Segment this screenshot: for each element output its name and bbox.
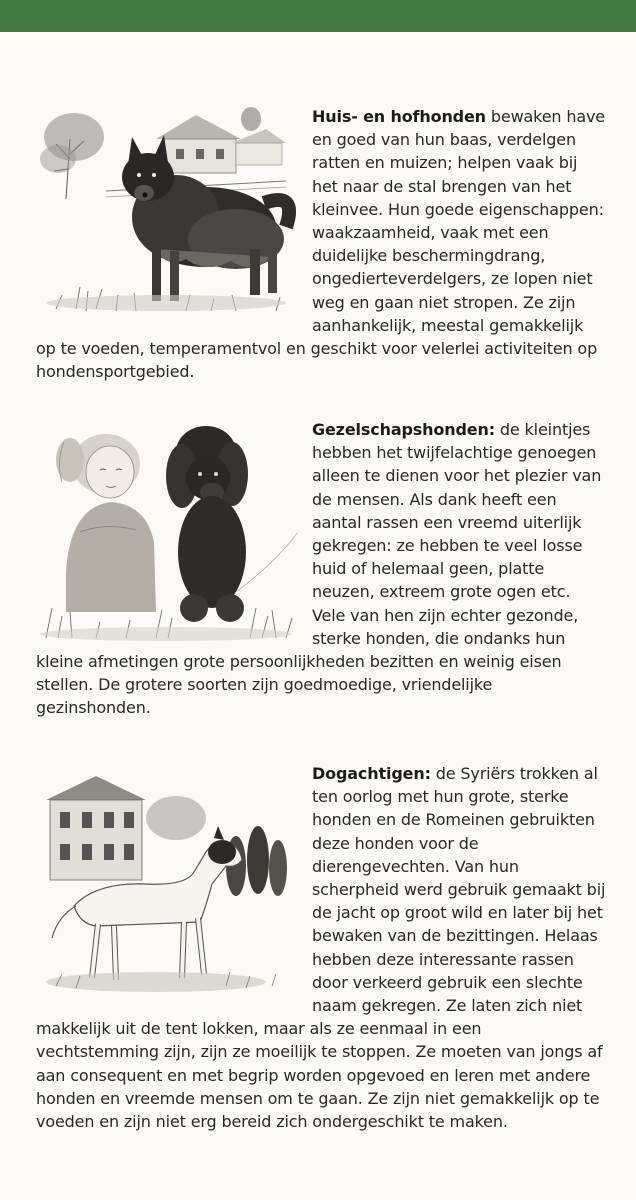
section-body: de kleintjes hebben het twijfelachtige genoegen alleen te dienen voor het plezier van de mensen. Als dank heeft een aantal rassen een vreemd uiterlijk gekregen: ze hebben te veel losse huid of helemaal geen, platte neuzen, extreem grote ogen etc. Vele van hen zijn echter gezonde, sterke honden, die ondanks hun kleine afmetingen grote persoonlijkheden bezitten en weinig eisen stellen. De grotere soorten zijn goedmoedige, vriendelijke gezinshonden. bbox=[36, 420, 602, 718]
great-dane-manor-illustration bbox=[36, 756, 298, 1002]
farm-dog-illustration bbox=[36, 99, 298, 319]
section-body: bewaken have en goed van hun baas, verdelgen ratten en muizen; helpen vaak bij het naar de stal brengen van het kleinvee. Hun goede eigenschappen: waakzaamheid, vaak met een duidelijke beschermingdrang, ongedierteverdelgers, ze lopen niet weg en gaan niet stropen. Ze zijn aanhankelijk, meestal gemakkelijk op te voeden, temperamentvol en geschikt voor velerlei activiteiten op hondensportgebied. bbox=[36, 107, 605, 382]
section-heading: Dogachtigen: bbox=[312, 764, 431, 783]
section-heading: Gezelschapshonden: bbox=[312, 420, 495, 439]
section-dogachtigen bbox=[36, 762, 606, 1133]
page bbox=[0, 32, 636, 1200]
section-heading: Huis- en hofhonden bbox=[312, 107, 486, 126]
section-huis-en-hofhonden bbox=[36, 105, 606, 383]
girl-with-poodle-illustration bbox=[36, 412, 298, 648]
green-header-band bbox=[0, 0, 636, 32]
section-gezelschapshonden bbox=[36, 418, 606, 720]
section-body: de Syriërs trokken al ten oorlog met hun grote, sterke honden en de Romeinen gebruikten deze honden voor de dierengevechten. Van hun scherpheid werd gebruik gemaakt bij de jacht op groot wild en later bij het bewaken van de bezittingen. Helaas hebben deze interessante rassen door verkeerd gebruik een slechte naam gekregen. Ze laten zich niet makkelijk uit de tent lokken, maar als ze eenmaal in een vechtstemming zijn, zijn ze moeilijk te stoppen. Ze moeten van jongs af aan consequent en met begrip worden opgevoed en leren met andere honden en vreemde mensen om te gaan. Ze zijn niet gemakkelijk op te voeden en zijn niet erg bereid zich ondergeschikt te maken. bbox=[36, 764, 606, 1132]
